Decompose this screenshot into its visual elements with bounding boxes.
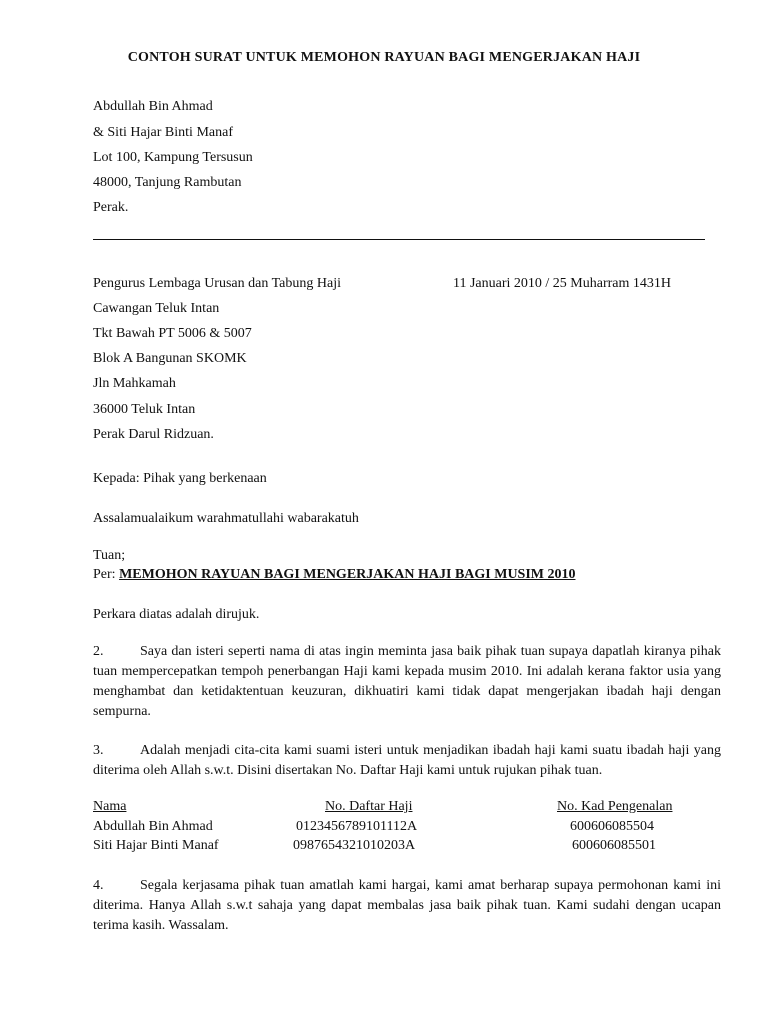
letter-title: CONTOH SURAT UNTUK MEMOHON RAYUAN BAGI MENGERJAKAN HAJI (127, 50, 641, 65)
paragraph-4 (93, 876, 721, 936)
sender-line: Perak. (93, 200, 129, 215)
paragraph-2 (93, 642, 721, 722)
table-header-registration: No. Daftar Haji (325, 799, 413, 814)
greeting-line: Assalamualaikum warahmatullahi wabarakatuh (93, 511, 359, 526)
sender-line: 48000, Tanjung Rambutan (93, 175, 242, 190)
recipient-line: Cawangan Teluk Intan (93, 301, 220, 316)
sender-line: Abdullah Bin Ahmad (93, 99, 213, 114)
paragraph-text: Segala kerjasama pihak tuan amatlah kami hargai, kami amat berharap supaya permohonan kami ini diterima. Hanya Allah s.w.t sahaja yang dapat membalas jasa baik pihak tuan. Kami sudahi dengan ucapan terima kasih. Wassalam. (93, 878, 721, 933)
table-header-name: Nama (93, 799, 127, 814)
recipient-line: Pengurus Lembaga Urusan dan Tabung Haji (93, 276, 341, 291)
sender-line: Lot 100, Kampung Tersusun (93, 150, 253, 165)
paragraph-text: Saya dan isteri seperti nama di atas ingin meminta jasa baik pihak tuan supaya dapatlah kiranya pihak tuan mempercepatkan tempoh penerbangan Haji kami kepada musim 2010. Ini adalah kerana faktor usia yang menghambat dan ketidaktentuan keuzuran, dikhuatiri kami tidak dapat mengerjakan ibadah haji dengan sempurna. (93, 644, 721, 719)
reference-line: Perkara diatas adalah dirujuk. (93, 607, 260, 622)
recipient-line: Jln Mahkamah (93, 376, 176, 391)
paragraph-number: 2. (93, 644, 104, 659)
paragraph-text: Adalah menjadi cita-cita kami suami isteri untuk menjadikan ibadah haji kami suatu ibadah haji yang diterima oleh Allah s.w.t. Disini disertakan No. Daftar Haji kami untuk rujukan pihak tuan. (93, 743, 721, 778)
divider-line (93, 239, 705, 240)
paragraph-number: 4. (93, 878, 104, 893)
table-cell-registration: 0987654321010203A (293, 838, 416, 853)
table-cell-name: Abdullah Bin Ahmad (93, 819, 213, 834)
paragraph-3 (93, 741, 721, 781)
recipient-line: 36000 Teluk Intan (93, 402, 196, 417)
subject-prefix: Per: (93, 567, 116, 582)
subject-line (93, 567, 576, 583)
salutation: Tuan; (93, 548, 126, 563)
letter-date: 11 Januari 2010 / 25 Muharram 1431H (453, 276, 671, 291)
table-cell-name: Siti Hajar Binti Manaf (93, 838, 219, 853)
attention-line: Kepada: Pihak yang berkenaan (93, 471, 267, 486)
recipient-line: Tkt Bawah PT 5006 & 5007 (93, 326, 252, 341)
recipient-line: Perak Darul Ridzuan. (93, 427, 214, 442)
paragraph-number: 3. (93, 743, 104, 758)
table-cell-ic: 600606085501 (572, 838, 656, 853)
recipient-line: Blok A Bangunan SKOMK (93, 351, 247, 366)
table-cell-ic: 600606085504 (570, 819, 654, 834)
subject-text: MEMOHON RAYUAN BAGI MENGERJAKAN HAJI BAGI MUSIM 2010 (119, 567, 576, 582)
table-header-ic: No. Kad Pengenalan (557, 799, 673, 814)
table-cell-registration: 0123456789101112A (296, 819, 418, 834)
sender-line: & Siti Hajar Binti Manaf (93, 125, 233, 140)
